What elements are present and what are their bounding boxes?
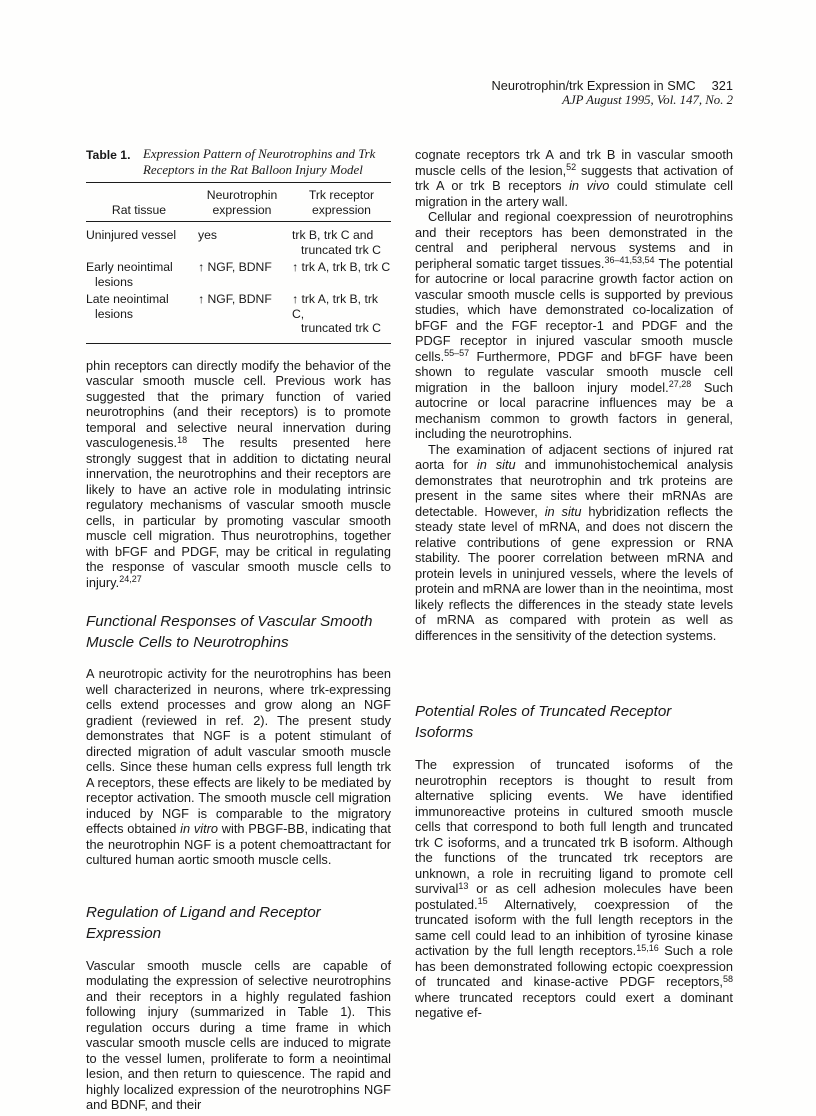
paragraph-regulation [86, 958, 391, 1113]
reference-superscript: 13 [458, 880, 469, 891]
right-column [415, 147, 733, 1021]
text-run: Vascular smooth muscle cells are capable of modulating the expression of selective neurotrophins and their receptors in a highly regulated fashion following injury (summarized in Table 1). This regulation occurs during a time frame in which vascular smooth muscle cells are induced to migrate to the vessel lumen, proliferate to form a neointimal lesion, and then return to quiescence. The rapid and highly localized expression of the neurotrophins NGF and BDNF, and their [86, 957, 391, 1112]
table-1 [86, 182, 391, 344]
reference-superscript: 52 [566, 162, 577, 172]
reference-superscript: 36–41,53,54 [604, 255, 655, 265]
reference-superscript: 58 [722, 973, 733, 984]
table-1-title: Expression Pattern of Neurotrophins and Trk Receptors in the Rat Balloon Injury Model [143, 147, 376, 177]
text-run: Such autocrine or local paracrine influences may be a mechanism common to growth factors in general, including the neurotrophins. [415, 379, 733, 441]
reference-superscript: 27,28 [668, 379, 692, 389]
table-1-block [86, 147, 391, 344]
table-row [86, 260, 391, 289]
section-heading-functional-responses: Functional Responses of Vascular Smooth Muscle Cells to Neurotrophins [86, 613, 373, 651]
page-number: 321 [711, 78, 733, 93]
text-run: or as cell adhesion molecules have been postulated. [415, 881, 733, 912]
journal-citation: AJP August 1995, Vol. 147, No. 2 [562, 93, 733, 107]
text-run: Cellular and regional coexpression of neurotrophins and their receptors has been demonstrated in the central and peripheral nervous systems and in peripheral somatic target tissues. [415, 209, 733, 271]
paragraph-coexpression [415, 209, 733, 442]
paragraph-functional-responses [86, 666, 391, 868]
italic-term: in situ [544, 503, 582, 519]
table-row [86, 292, 391, 336]
text-run: The results presented here strongly suggest that in addition to dictating neural innervation, the neurotrophins and their receptors are likely to have an active role in modulating intrinsic regulatory mechanisms of vascular smooth muscle cells, in particular by promoting vascular smooth muscle cell migration. Thus neurotrophins, together with bFGF and PDGF, may be critical in regulating the response of vascular smooth muscle cells to injury. [86, 435, 391, 590]
cell-rat-tissue: Late neointimal lesions [86, 292, 169, 321]
text-run: A neurotropic activity for the neurotrophins has been well characterized in neurons, where trk-expressing cells extend processes and grow along an NGF gradient (reviewed in ref. 2). The present study demonstrates that NGF is a potent stimulant of directed migration of adult vascular smooth muscle cells. Since these human cells express full length trk A receptors, these effects are likely to be mediated by receptor activation. The smooth muscle cell migration induced by NGF is comparable to the migratory effects obtained [86, 666, 391, 836]
cell-trk-receptor-expression: ↑ trk A, trk B, trk C, truncated trk C [292, 292, 381, 335]
text-run: where truncated receptors could exert a dominant negative ef- [415, 989, 733, 1020]
text-run: with PBGF-BB, indicating that the neurotrophin NGF is a potent chemoattractant for cultured human aortic smooth muscle cells. [86, 821, 391, 867]
paragraph-examination [415, 442, 733, 644]
text-run: could stimulate cell migration in the artery wall. [415, 178, 733, 209]
italic-term: in vitro [180, 821, 219, 836]
page-header [415, 78, 733, 93]
running-title: Neurotrophin/trk Expression in SMC [491, 78, 696, 93]
section-heading-regulation: Regulation of Ligand and Receptor Expression [86, 903, 321, 942]
table-row [86, 228, 391, 257]
text-run: The expression of truncated isoforms of the neurotrophin receptors is thought to result from alternative splicing events. We have identified immunoreactive proteins in cultured smooth muscle cells that correspond to both full length and truncated trk C isoforms, and a truncated trk B isoform. Although the functions of the truncated trk receptors are unknown, a role in recruiting ligand to promote cell survival [415, 757, 733, 896]
table-col-header-rat-tissue: Rat tissue [111, 202, 167, 217]
paragraph-cognate-receptors [415, 147, 733, 209]
table-1-body [86, 222, 391, 344]
cell-rat-tissue: Early neointimal lesions [86, 260, 173, 289]
cell-rat-tissue: Uninjured vessel [86, 228, 177, 242]
reference-superscript: 18 [177, 434, 188, 445]
reference-superscript: 15 [477, 896, 488, 906]
text-run: The examination of adjacent sections of injured rat aorta for [415, 441, 733, 472]
text-run: and immunohistochemical analysis demonstrates that neurotrophin and trk proteins are present in the same sites where their mRNAs are detectable. However, [415, 457, 733, 519]
paragraph-continuation [86, 358, 391, 591]
italic-term: in situ [476, 457, 516, 472]
cell-trk-receptor-expression: trk B, trk C and truncated trk C [292, 228, 381, 257]
table-1-header-row [86, 182, 391, 222]
text-run: Furthermore, PDGF and bFGF have been shown to regulate vascular smooth muscle cell migration in the balloon injury model. [415, 348, 733, 395]
cell-neurotrophin-expression: ↑ NGF, BDNF [198, 292, 272, 306]
table-1-caption [86, 147, 391, 178]
cell-neurotrophin-expression: yes [198, 228, 217, 242]
reference-superscript: 24,27 [119, 574, 142, 584]
text-run: suggests that activation of trk A or trk B receptors [415, 162, 733, 193]
table-col-header-neurotrophin-expression: Neurotrophin expression [206, 188, 278, 217]
section-heading-truncated-isoforms: Potential Roles of Truncated Receptor Isoforms [415, 703, 672, 741]
text-run: Alternatively, coexpression of the truncated isoform with the full length receptors in the same cell could lead to an inhibition of tyrosine kinase activation by the full length receptors. [415, 896, 733, 958]
italic-term: in vivo [569, 178, 610, 193]
cell-neurotrophin-expression: ↑ NGF, BDNF [198, 260, 272, 274]
text-run: cognate receptors trk A and trk B in vascular smooth muscle cells of the lesion, [415, 147, 733, 178]
text-run: hybridization reflects the steady state level of mRNA, and does not discern the relative contributions of gene expression or RNA stability. The poorer correlation between mRNA and protein levels in uninjured vessels, where the levels of protein and mRNA are lower than in the neointima, most likely reflects the differences in the steady state levels of mRNA as compared with protein as well as differences in the sensitivity of the detection systems. [415, 503, 733, 643]
paragraph-truncated-isoforms [415, 757, 733, 1021]
left-column [86, 147, 391, 1113]
table-col-header-trk-receptor-expression: Trk receptor expression [308, 188, 375, 217]
text-run: phin receptors can directly modify the behavior of the vascular smooth muscle cell. Previous work has suggested that the primary function of varied neurotrophins (and their receptors) is to promote temporal and selective neural innervation during vasculogenesis. [86, 357, 391, 450]
cell-trk-receptor-expression: ↑ trk A, trk B, trk C [292, 260, 391, 274]
table-1-label: Table 1. [86, 148, 131, 162]
text-run: The potential for autocrine or local paracrine growth factor action on vascular smooth muscle cells is supported by previous studies, which have demonstrated co-localization of bFGF and the FGF receptor-1 and PDGF and the PDGF receptor in injured vascular smooth muscle cells. [415, 255, 733, 364]
reference-superscript: 55–57 [444, 348, 470, 358]
text-run: Such a role has been demonstrated following ectopic coexpression of truncated and kinase-active PDGF receptors, [415, 943, 733, 989]
reference-superscript: 15,16 [636, 942, 659, 953]
